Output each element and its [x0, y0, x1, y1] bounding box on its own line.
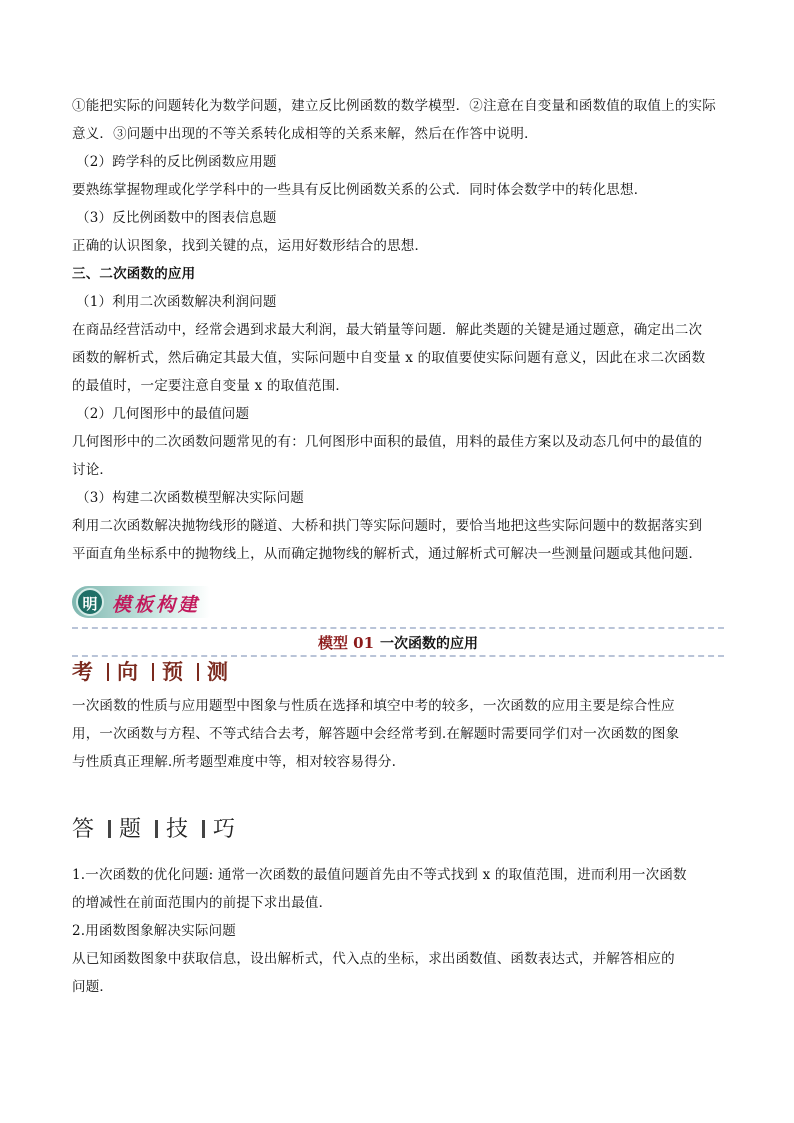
text-line: 与性质真正理解.所考题型难度中等，相对较容易得分. [72, 754, 397, 770]
banner-badge: 明 [76, 588, 104, 616]
dati-text [72, 861, 724, 1001]
subheading: （3）构建二次函数模型解决实际问题 [76, 490, 304, 506]
separator-bar [108, 820, 111, 838]
text-line: 利用二次函数解决抛物线形的隧道、大桥和拱门等实际问题时，要恰当地把这些实际问题中的数据落实到 [72, 518, 703, 534]
text-line: 用，一次函数与方程、不等式结合去考，解答题中会经常考到.在解题时需要同学们对一次函数的图象 [72, 726, 680, 742]
section-heading: 三、二次函数的应用 [72, 266, 196, 282]
text-line: 的最值时，一定要注意自变量 x 的取值范围． [72, 378, 350, 394]
content-top [72, 92, 724, 568]
text-line: 在商品经营活动中，经常会遇到求最大利润，最大销量等问题．解此类题的关键是通过题意，确定出二次 [72, 322, 703, 338]
text-line: 1.一次函数的优化问题: 通常一次函数的最值问题首先由不等式找到 x 的取值范围，进而利用一次函数 [72, 867, 687, 883]
text-line: 正确的认识图象，找到关键的点，运用好数形结合的思想． [72, 238, 429, 254]
text-line: 问题． [72, 979, 114, 995]
heading-char: 向 [117, 659, 144, 684]
subheading: （2）几何图形中的最值问题 [76, 406, 250, 422]
kaoxiang-text [72, 692, 724, 776]
heading-char: 预 [162, 659, 189, 684]
separator-bar [202, 820, 205, 838]
heading-char: 巧 [213, 817, 242, 842]
text-line: 的增减性在前面范围内的前提下求出最值． [72, 895, 333, 911]
dashed-divider-top [72, 627, 724, 629]
text-line: 平面直角坐标系中的抛物线上，从而确定抛物线的解析式，通过解析式可解决一些测量问题或其他问题． [72, 546, 703, 562]
heading-char: 技 [166, 817, 195, 842]
separator-bar [155, 820, 158, 838]
separator-bar [107, 663, 109, 681]
subheading: （1）利用二次函数解决利润问题 [76, 294, 277, 310]
text-line: 函数的解析式，然后确定其最大值，实际问题中自变量 x 的取值要使实际问题有意义，因此在求二次函数 [72, 350, 706, 366]
separator-bar [197, 663, 199, 681]
text-line: 意义．③问题中出现的不等关系转化成相等的关系来解，然后在作答中说明． [72, 126, 538, 142]
banner-title: 模板构建 [112, 594, 201, 616]
heading-char: 答 [72, 817, 101, 842]
text-line: 2.用函数图象解决实际问题 [72, 923, 236, 939]
subheading: （2）跨学科的反比例函数应用题 [76, 154, 277, 170]
subheading: （3）反比例函数中的图表信息题 [76, 210, 277, 226]
dati-heading [72, 812, 241, 843]
separator-bar [152, 663, 154, 681]
model-number: 模型 01 [317, 634, 375, 652]
text-line: 几何图形中的二次函数问题常见的有：几何图形中面积的最值，用料的最佳方案以及动态几何中的最值的 [72, 434, 703, 450]
model-name: 一次函数的应用 [380, 636, 479, 652]
text-line: 一次函数的性质与应用题型中图象与性质在选择和填空中考的较多，一次函数的应用主要是综合性应 [72, 698, 675, 714]
text-line: 要熟练掌握物理或化学学科中的一些具有反比例函数关系的公式．同时体会数学中的转化思想． [72, 182, 648, 198]
heading-char: 题 [119, 817, 148, 842]
text-line: ①能把实际的问题转化为数学问题，建立反比例函数的数学模型．②注意在自变量和函数值的取值上的实际 [72, 98, 716, 114]
heading-char: 考 [72, 659, 99, 684]
heading-char: 测 [207, 659, 234, 684]
kaoxiang-heading [72, 656, 234, 686]
text-line: 从已知函数图象中获取信息，设出解析式，代入点的坐标，求出函数值、函数表达式，并解答相应的 [72, 951, 675, 967]
text-line: 讨论． [72, 462, 114, 478]
model-title [72, 632, 724, 653]
